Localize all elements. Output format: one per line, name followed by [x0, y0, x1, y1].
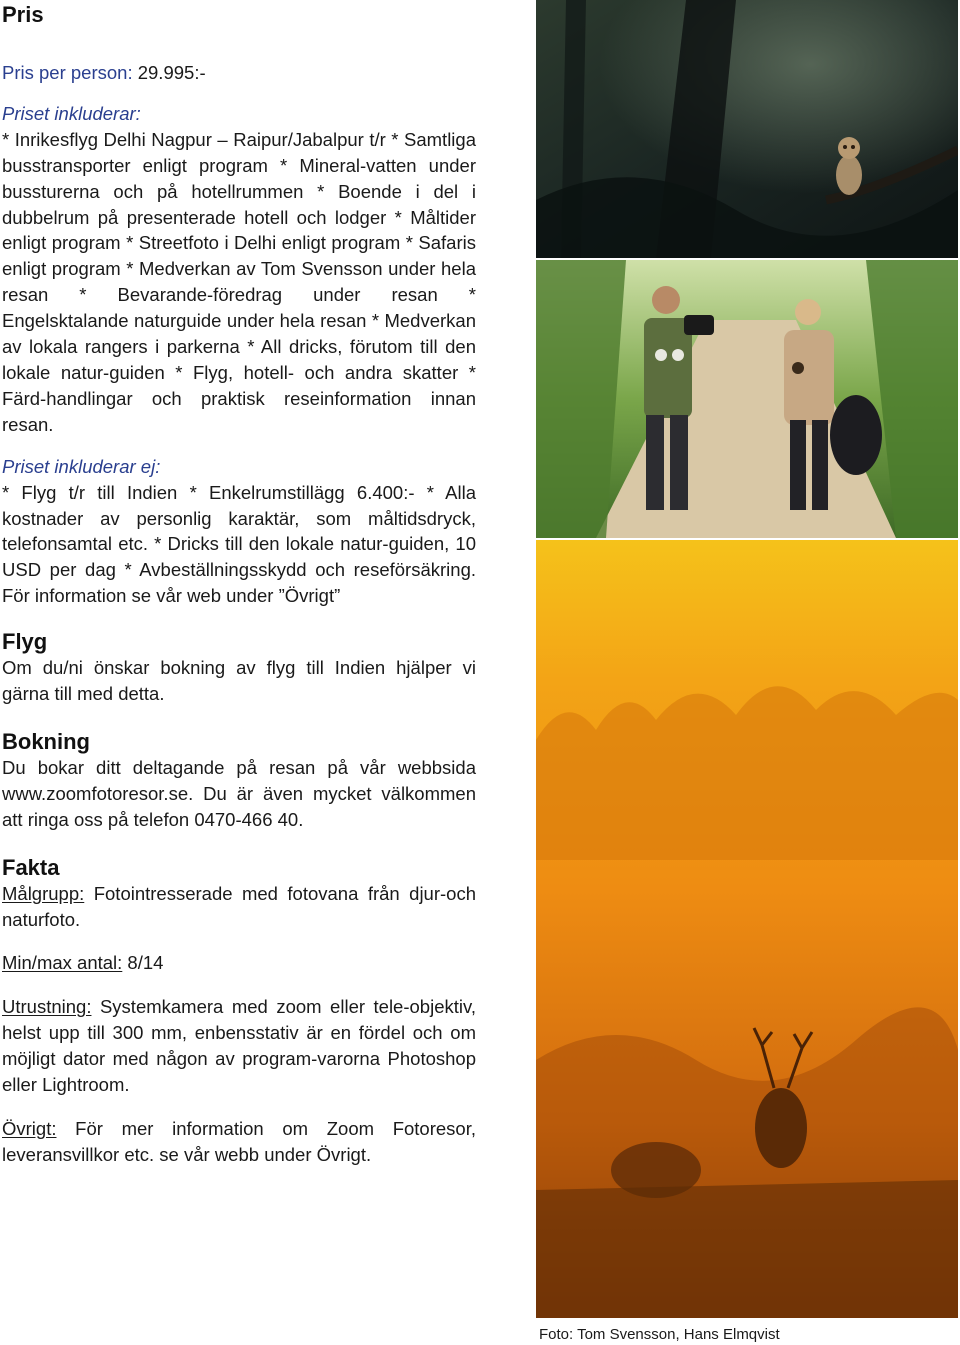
excludes-text: * Flyg t/r till Indien * Enkelrumstillägg 6.400:- * Alla kostnader av personlig karaktär, som måltidsdryck, telefonsamtal etc. * Dricks till den lokale natur-guiden, 10 USD per dag * Avbeställningsskydd och reseförsäkring. För information se vår web under ”Övrigt”: [2, 481, 476, 607]
price-value: 29.995:-: [137, 62, 206, 83]
utrustning-text: Systemkamera med zoom eller tele-objektiv, helst upp till 300 mm, enbensstativ är en fördel och om möjligt dator med någon av program-varorna Photoshop eller Lightroom.: [2, 996, 476, 1096]
ovrigt-text: För mer information om Zoom Fotoresor, leveransvillkor etc. se vår webb under Övrigt.: [2, 1118, 476, 1165]
antal-paragraph: [2, 950, 476, 976]
photo-credit: Foto: Tom Svensson, Hans Elmqvist: [539, 1326, 780, 1343]
bokning-heading: Bokning: [2, 728, 90, 754]
price-line: [2, 60, 476, 86]
text-column: [2, 0, 476, 1168]
price-label: Pris per person:: [2, 62, 133, 83]
malgrupp-paragraph: [2, 881, 476, 933]
antal-text: 8/14: [122, 952, 164, 974]
ovrigt-paragraph: [2, 1116, 476, 1168]
antal-label: Min/max antal:: [2, 952, 123, 974]
flyg-text: Om du/ni önskar bokning av flyg till Indien hjälper vi gärna till med detta.: [2, 657, 476, 705]
includes-label: Priset inkluderar:: [2, 102, 141, 124]
flyg-heading: Flyg: [2, 629, 48, 655]
malgrupp-label: Målgrupp:: [2, 882, 85, 904]
monkey-forest-photo: [536, 0, 958, 258]
utrustning-label: Utrustning:: [2, 996, 92, 1018]
utrustning-paragraph: [2, 994, 476, 1098]
pris-heading: Pris: [2, 2, 44, 27]
excludes-label: Priset inkluderar ej:: [2, 455, 161, 477]
malgrupp-text: Fotointresserade med fotovana från djur-och naturfoto.: [2, 882, 476, 930]
bokning-text: Du bokar ditt deltagande på resan på vår webbsida www.zoomfotoresor.se. Du är även mycket välkommen att ringa oss på telefon 0470-466 40.: [2, 756, 476, 830]
ovrigt-label: Övrigt:: [2, 1118, 57, 1139]
guides-walking-photo: [536, 260, 958, 538]
deer-sunset-photo: [536, 540, 958, 1318]
includes-text: * Inrikesflyg Delhi Nagpur – Raipur/Jabalpur t/r * Samtliga busstransporter enligt program * Mineral-vatten under bussturerna och på hotellrummen * Boende i del i dubbelrum på presenterade hotell och lodger * Måltider enligt program * Streetfoto i Delhi enligt program * Safaris enligt program * Medverkan av Tom Svensson under hela resan * Bevarande-föredrag under resan * Engelsktalande naturguide under hela resan * Medverkan av lokala rangers i parkerna * All dricks, förutom till den lokale natur-guiden * Flyg, hotell- och andra skatter * Färd-handlingar och praktisk reseinformation innan resan.: [2, 128, 476, 435]
fakta-heading: Fakta: [2, 854, 60, 880]
